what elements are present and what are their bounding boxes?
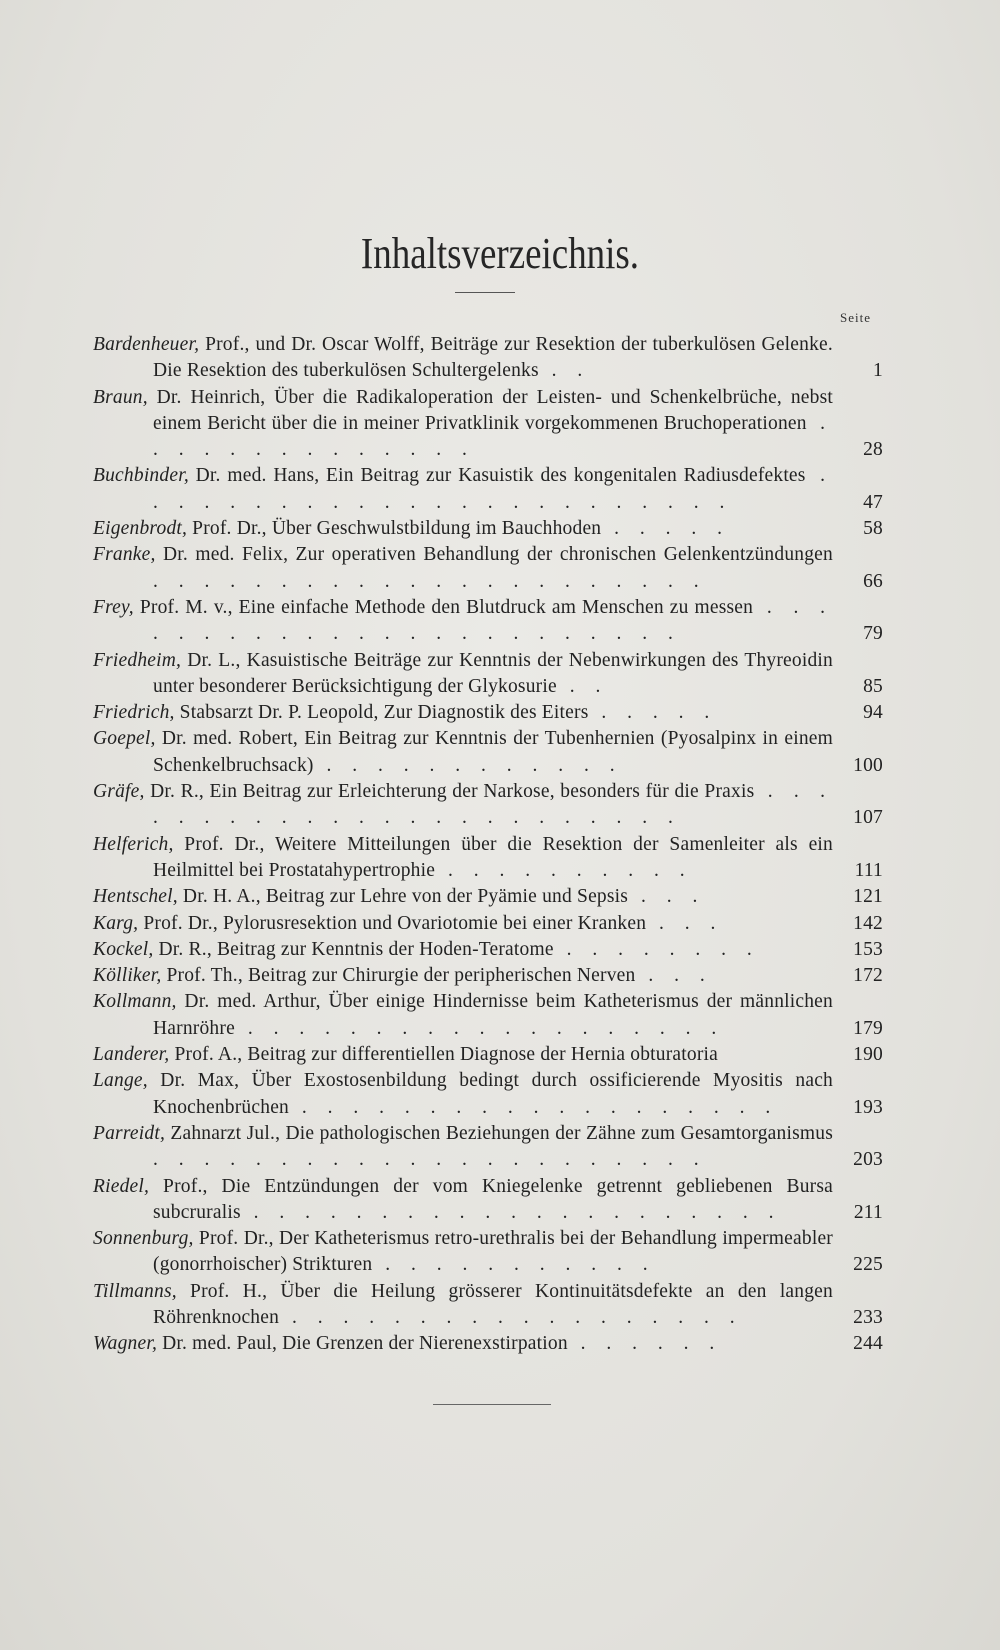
toc-leader-dots: . . . . . . . . . . . . . . . . . . . . . . . . (153, 465, 833, 513)
toc-entry (93, 1226, 883, 1279)
toc-page-number: 190 (853, 1044, 883, 1066)
toc-entry (93, 463, 883, 516)
toc-title: Dr. R., Beitrag zur Kenntnis der Hoden-Teratome (153, 938, 554, 960)
toc-title: Dr. med. Paul, Die Grenzen der Nierenexstirpation (157, 1333, 568, 1355)
toc-author: Kollmann, (93, 991, 177, 1013)
toc-page-number: 121 (853, 886, 883, 908)
toc-title: Dr. med. Robert, Ein Beitrag zur Kenntnis der Tubenhernien (Pyosalpinx in einem Schenkelbruchsack) (153, 728, 833, 776)
toc-page-number: 79 (863, 623, 883, 645)
toc-page-number: 66 (863, 570, 883, 592)
toc-author: Franke, (93, 544, 156, 566)
toc-author: Hentschel, (93, 886, 178, 908)
toc-entry (93, 963, 883, 989)
toc-entry (93, 937, 883, 963)
toc-author: Goepel, (93, 728, 156, 750)
toc-leader-dots: . . . . . . . . . . . . (313, 754, 623, 776)
toc-title: Prof., und Dr. Oscar Wolff, Beiträge zur Resektion der tuberkulösen Gelenke. Die Resektion des tuberkulösen Schultergelenks (153, 334, 833, 382)
toc-title: Dr. Heinrich, Über die Radikaloperation der Leisten- und Schenkelbrüche, nebst einem Bericht über die in meiner Privatklinik vorgekommenen Bruchoperationen (147, 386, 833, 434)
toc-leader-dots: . . . (635, 965, 713, 987)
toc-leader-dots: . . . . . . . . . . . . . . . . . . . . . . (153, 570, 707, 592)
toc-page-number: 225 (853, 1254, 883, 1276)
toc-title: Prof., Die Entzündungen der vom Kniegelenke getrennt gebliebenen Bursa subcruralis (149, 1175, 833, 1223)
toc-author: Sonnenburg, (93, 1228, 194, 1250)
toc-author: Tillmanns, (93, 1280, 177, 1302)
toc-leader-dots: . . . (628, 886, 706, 908)
toc-entry (93, 1331, 883, 1357)
toc-entry (93, 779, 883, 832)
toc-entry (93, 516, 883, 542)
toc-leader-dots: . . . . . . . . . . . . . . . . . . . . . . . . (153, 781, 833, 829)
toc-title: Prof. M. v., Eine einfache Methode den Blutdruck am Menschen zu messen (133, 596, 754, 618)
toc-title: Dr. med. Arthur, Über einige Hindernisse beim Katheterismus der männlichen Harnröhre (153, 991, 833, 1039)
toc-entry (93, 700, 883, 726)
toc-page-number: 179 (853, 1017, 883, 1039)
toc-title: Zahnarzt Jul., Die pathologischen Beziehungen der Zähne zum Gesamtorganismus (165, 1122, 833, 1144)
toc-title: Prof. H., Über die Heilung grösserer Kontinuitätsdefekte an den langen Röhrenknochen (153, 1280, 833, 1328)
toc-author: Kockel, (93, 938, 154, 960)
toc-entry (93, 726, 883, 779)
table-of-contents (93, 332, 883, 1358)
toc-author: Lange, (93, 1070, 148, 1092)
toc-author: Gräfe, (93, 781, 145, 803)
toc-page-number: 244 (853, 1333, 883, 1355)
toc-title: Prof. Dr., Pylorusresektion und Ovariotomie bei einer Kranken (138, 912, 647, 934)
toc-leader-dots: . . . . . . . . . . (435, 859, 693, 881)
toc-page-number: 1 (873, 360, 883, 382)
toc-page-number: 100 (853, 754, 883, 776)
toc-title: Prof. A., Beitrag zur differentiellen Diagnose der Hernia obturatoria (169, 1044, 718, 1066)
toc-title: Dr. H. A., Beitrag zur Lehre von der Pyämie und Sepsis (177, 886, 629, 908)
toc-leader-dots: . . (556, 675, 609, 697)
toc-page-number: 172 (853, 965, 883, 987)
toc-leader-dots: . . . . . . . . . . . . . . . . . . . (289, 1096, 779, 1118)
toc-leader-dots: . . . . . (601, 518, 731, 540)
toc-page-number: 203 (853, 1149, 883, 1171)
toc-author: Frey, (93, 596, 134, 618)
toc-entry (93, 385, 883, 464)
toc-author: Kölliker, (93, 965, 162, 987)
toc-entry (93, 832, 883, 885)
toc-entry (93, 542, 883, 595)
toc-leader-dots: . . . . . . . . . . . . . . (153, 412, 833, 461)
toc-title: Dr. med. Felix, Zur operativen Behandlung der chronischen Gelenkentzündungen (155, 544, 833, 566)
toc-author: Karg, (93, 912, 139, 934)
toc-leader-dots: . . . (646, 912, 724, 934)
toc-leader-dots: . . . . . . . . . . . . . . . . . . . . . . (153, 1149, 707, 1171)
toc-author: Buchbinder, (93, 465, 189, 487)
toc-page-number: 211 (853, 1201, 883, 1223)
toc-author: Bardenheuer, (93, 334, 200, 355)
toc-author: Riedel, (93, 1175, 150, 1197)
toc-title: Prof. Dr., Über Geschwulstbildung im Bauchhoden (187, 518, 602, 540)
toc-title: Dr. med. Hans, Ein Beitrag zur Kasuistik des kongenitalen Radiusdefektes (188, 465, 806, 487)
toc-page-number: 58 (863, 518, 883, 540)
page-column-header: Seite (840, 310, 871, 325)
toc-author: Friedheim, (93, 649, 182, 671)
toc-author: Landerer, (93, 1044, 170, 1066)
toc-entry (93, 595, 883, 648)
toc-title: Dr. R., Ein Beitrag zur Erleichterung der Narkose, besonders für die Praxis (144, 781, 755, 803)
toc-page-number: 193 (853, 1096, 883, 1118)
toc-title: Prof. Th., Beitrag zur Chirurgie der peripherischen Nerven (161, 965, 636, 987)
toc-page-number: 142 (853, 912, 883, 934)
toc-leader-dots: . . (538, 360, 591, 382)
toc-leader-dots: . . . . . . . . . . . (372, 1254, 656, 1276)
toc-leader-dots: . . . . . . (567, 1333, 723, 1355)
toc-author: Friedrich, (93, 702, 175, 724)
toc-entry (93, 1121, 883, 1174)
title-divider (455, 292, 515, 293)
toc-page-number: 28 (863, 439, 883, 461)
toc-entry (93, 648, 883, 701)
toc-page-number: 153 (853, 938, 883, 960)
toc-entry (93, 1042, 883, 1068)
toc-title: Stabsarzt Dr. P. Leopold, Zur Diagnostik des Eiters (174, 702, 589, 724)
toc-title: Prof. Dr., Weitere Mitteilungen über die Resektion der Samenleiter als ein Heilmittel bei Prostatahypertrophie (153, 833, 833, 881)
bottom-divider (433, 1404, 551, 1405)
toc-page-number: 233 (853, 1306, 883, 1328)
toc-author: Braun, (93, 386, 148, 408)
toc-page-number: 85 (863, 675, 883, 697)
toc-author: Wagner, (93, 1333, 158, 1355)
toc-title: Prof. Dr., Der Katheterismus retro-urethralis bei der Behandlung impermeabler (gonorrhoischer) Strikturen (153, 1228, 833, 1276)
toc-leader-dots: . . . . . (588, 702, 718, 724)
toc-leader-dots: . . . . . . . . . . . . . . . . . . . . . (240, 1201, 782, 1223)
toc-leader-dots: . . . . . . . . . . . . . . . . . . . . . . . . (153, 596, 834, 645)
toc-leader-dots: . . . . . . . . . . . . . . . . . . . (234, 1017, 725, 1039)
toc-title: Dr. L., Kasuistische Beiträge zur Kenntnis der Nebenwirkungen des Thyreoidin unter besonderer Berücksichtigung der Glykosurie (153, 649, 833, 697)
toc-entry (93, 989, 883, 1042)
toc-entry (93, 1174, 883, 1227)
toc-leader-dots: . . . . . . . . . . . . . . . . . . (279, 1306, 743, 1328)
toc-author: Eigenbrodt, (93, 518, 188, 540)
toc-page-number: 111 (854, 859, 883, 881)
toc-author: Parreidt, (93, 1122, 166, 1144)
toc-entry (93, 884, 883, 910)
toc-leader-dots: . . . . . . . . (553, 938, 760, 960)
toc-page-number: 107 (853, 807, 883, 829)
toc-page-number: 94 (863, 702, 883, 724)
toc-entry (93, 911, 883, 937)
toc-entry (93, 1068, 883, 1121)
toc-entry (93, 332, 883, 385)
toc-title: Dr. Max, Über Exostosenbildung bedingt durch ossificierende Myositis nach Knochenbrüchen (147, 1070, 833, 1118)
toc-page-number: 47 (863, 491, 883, 513)
toc-entry (93, 1279, 883, 1332)
page-title: Inhaltsverzeichnis. (360, 229, 640, 278)
toc-author: Helferich, (93, 833, 174, 855)
